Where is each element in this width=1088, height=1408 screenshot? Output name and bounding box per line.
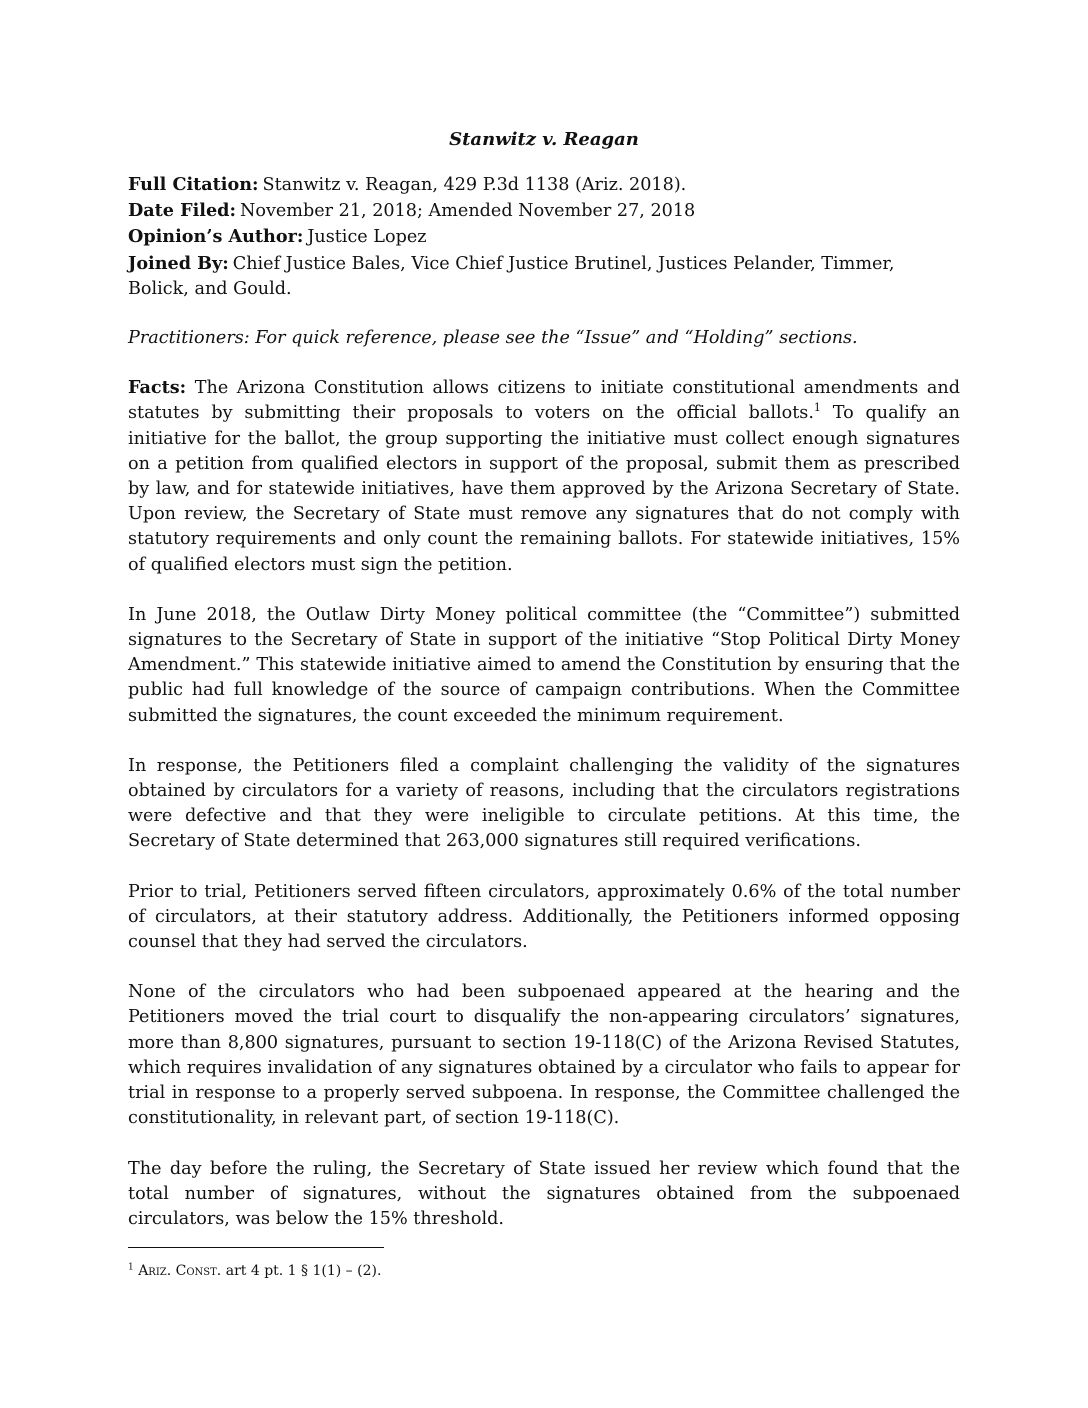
case-metadata: [128, 172, 960, 302]
facts-label: Facts:: [128, 377, 187, 399]
meta-value: Justice Lopez: [307, 227, 427, 248]
footnote-marker: 1: [128, 1262, 134, 1273]
meta-value: Chief Justice Bales, Vice Chief Justice Brutinel, Justices Pelander, Timmer, Bolick, and Gould.: [128, 253, 895, 299]
footnote: [128, 1262, 381, 1280]
meta-value: November 21, 2018; Amended November 27, 2018: [239, 201, 696, 222]
meta-full-citation: [128, 172, 960, 198]
footnote-reference[interactable]: 1: [813, 401, 821, 415]
body-paragraph: In June 2018, the Outlaw Dirty Money political committee (the “Committee”) submitted signatures to the Secretary of State in support of the initiative “Stop Political Dirty Money Amendment.” This statewide initiative aimed to amend the Constitution by ensuring that the public had full knowledge of the source of campaign contributions. When the Committee submitted the signatures, the count exceeded the minimum requirement.: [128, 604, 960, 726]
case-title: Stanwitz v. Reagan: [449, 129, 639, 150]
meta-joined-by: [128, 251, 960, 302]
document-page: [128, 126, 960, 1257]
body-paragraph: Prior to trial, Petitioners served fifteen circulators, approximately 0.6% of the total number of circulators, at their statutory address. Additionally, the Petitioners informed opposing counsel that they had served the circulators.: [128, 881, 960, 953]
meta-value: Stanwitz v. Reagan, 429 P.3d 1138 (Ariz. 2018).: [262, 175, 687, 195]
practitioners-note: Practitioners: For quick reference, please see the “Issue” and “Holding” sections.: [128, 328, 858, 349]
meta-label: Opinion’s Author:: [128, 226, 304, 248]
meta-date-filed: [128, 198, 960, 224]
meta-label: Full Citation:: [128, 174, 259, 195]
meta-label: Joined By:: [128, 252, 229, 274]
meta-opinion-author: [128, 224, 960, 250]
meta-label: Date Filed:: [128, 200, 236, 222]
footnote-divider: [128, 1247, 384, 1248]
body-paragraph: The day before the ruling, the Secretary of State issued her review which found that the total number of signatures, without the signatures obtained from the subpoenaed circulators, was below the 15% threshold.: [128, 1158, 960, 1229]
facts-text-before-note: The Arizona Constitution allows citizens to initiate constitutional amendments and statutes by submitting their proposals to voters on the official ballots.: [128, 378, 960, 424]
footnote-source: Ariz. Const.: [138, 1263, 222, 1279]
facts-paragraph: [128, 375, 960, 578]
facts-text-after-note: To qualify an initiative for the ballot, the group supporting the initiative must collect enough signatures on a petition from qualified electors in support of the proposal, submit them as prescribed by law, and for statewide initiatives, have them approved by the Arizona Secretary of State. Upon review, the Secretary of State must remove any signatures that do not comply with statutory requirements and only count the remaining ballots. For statewide initiatives, 15% of qualified electors must sign the petition.: [128, 403, 960, 575]
footnote-text: art 4 pt. 1 § 1(1) – (2).: [221, 1263, 382, 1279]
body-paragraph: In response, the Petitioners filed a complaint challenging the validity of the signatures obtained by circulators for a variety of reasons, including that the circulators registrations were defective and that they were ineligible to circulate petitions. At this time, the Secretary of State determined that 263,000 signatures still required verifications.: [128, 755, 960, 852]
body-paragraph: None of the circulators who had been subpoenaed appeared at the hearing and the Petitioners moved the trial court to disqualify the non-appearing circulators’ signatures, more than 8,800 signatures, pursuant to section 19-118(C) of the Arizona Revised Statutes, which requires invalidation of any signatures obtained by a circulator who fails to appear for trial in response to a properly served subpoena. In response, the Committee challenged the constitutionality, in relevant part, of section 19-118(C).: [128, 982, 960, 1129]
